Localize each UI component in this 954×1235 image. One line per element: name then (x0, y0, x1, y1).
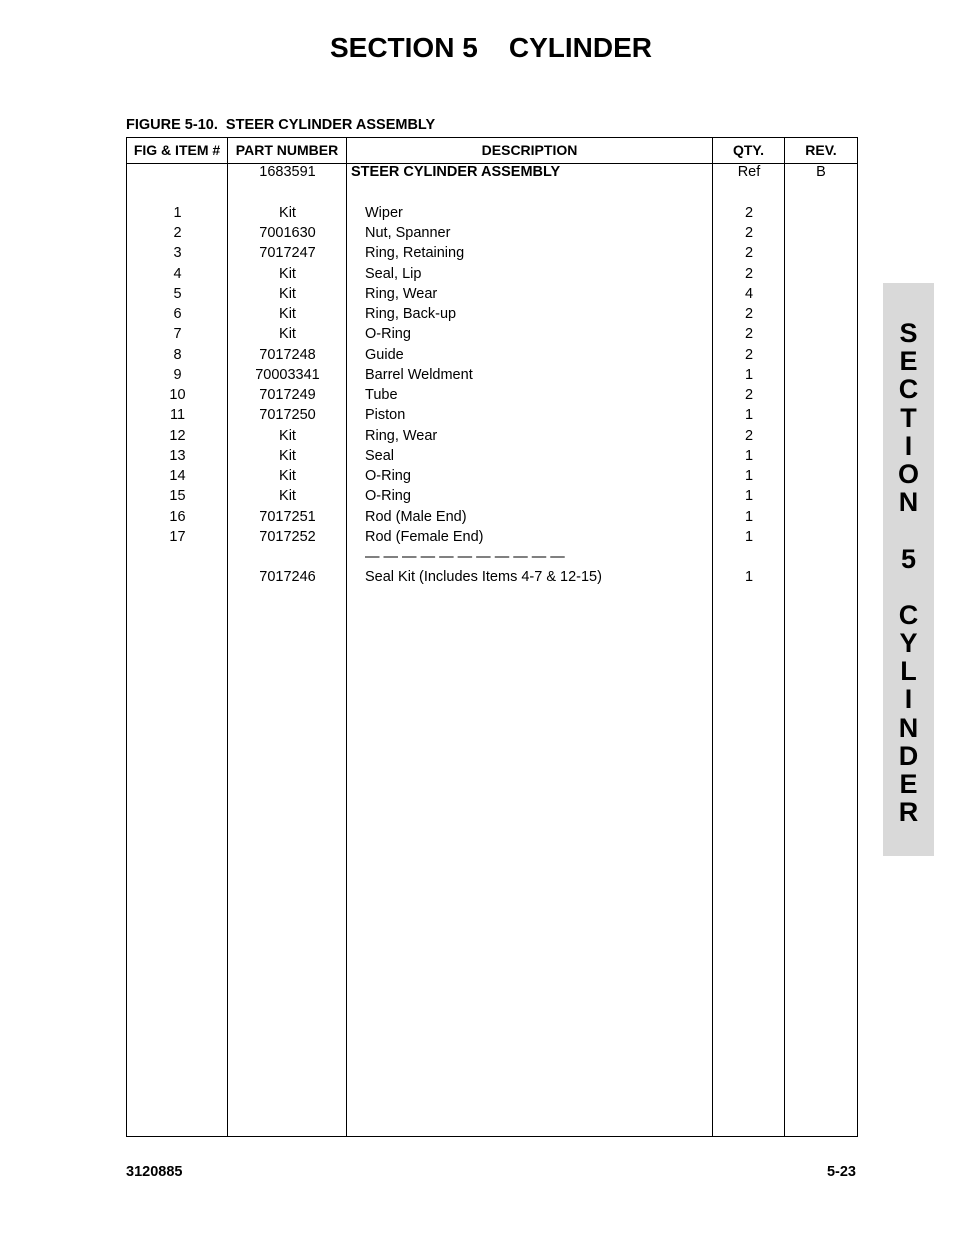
table-row (127, 405, 857, 425)
document-number: 3120885 (126, 1164, 183, 1180)
part-number-cell: 7017251 (259, 509, 316, 525)
qty-cell: 2 (744, 428, 754, 444)
table-row (127, 527, 857, 547)
fig-item-cell: 16 (169, 509, 186, 525)
side-tab-letter: Y (899, 628, 918, 659)
table-row (127, 264, 857, 284)
side-tab-letter: S (899, 318, 918, 348)
qty-cell: 2 (744, 347, 754, 363)
part-number-cell: 70003341 (255, 367, 320, 383)
side-tab-letter (883, 573, 934, 601)
fig-item-cell: 4 (173, 266, 182, 282)
qty-cell: 1 (744, 509, 754, 525)
side-tab-letter: R (898, 797, 919, 828)
description-cell: Rod (Female End) (365, 529, 484, 545)
table-row (127, 243, 857, 263)
header-part-number: PART NUMBER (235, 142, 339, 158)
fig-item-cell: 10 (169, 387, 186, 403)
side-tab-label (883, 319, 934, 826)
qty-cell: 1 (744, 529, 754, 545)
side-tab-letter: O (897, 458, 919, 489)
description-cell: Tube (365, 387, 398, 403)
fig-item-cell: 7 (173, 326, 182, 342)
qty-cell: 2 (744, 205, 754, 221)
fig-item-cell: 1 (173, 205, 182, 221)
description-cell: Nut, Spanner (365, 225, 451, 241)
fig-item-cell: 14 (169, 468, 186, 484)
table-row (127, 486, 857, 506)
qty-cell: 1 (744, 468, 754, 484)
part-number-cell: 7017250 (259, 407, 316, 423)
fig-item-cell: 17 (169, 529, 186, 545)
table-row (127, 284, 857, 304)
side-tab-letter: N (898, 712, 919, 743)
fig-item-cell: 3 (173, 245, 182, 261)
description-cell: Piston (365, 407, 406, 423)
description-cell: Ring, Back-up (365, 306, 457, 322)
fig-item-cell: 13 (169, 448, 186, 464)
table-row (127, 223, 857, 243)
part-number-cell: Kit (279, 286, 296, 302)
qty-cell: 2 (744, 266, 754, 282)
description-cell: STEER CYLINDER ASSEMBLY (351, 164, 561, 180)
fig-item-cell: 11 (169, 407, 186, 423)
fig-item-cell: 5 (173, 286, 182, 302)
table-row (127, 547, 857, 567)
table-row (127, 466, 857, 486)
side-tab-letter: N (898, 487, 919, 518)
fig-item-cell: 9 (173, 367, 182, 383)
header-description: DESCRIPTION (481, 142, 578, 158)
side-tab-letter: E (899, 769, 918, 799)
part-number-cell: 7017246 (259, 569, 316, 585)
description-cell: Seal (365, 448, 395, 464)
rev-cell: B (816, 164, 826, 180)
description-cell: Wiper (365, 205, 403, 221)
description-cell: Ring, Retaining (365, 245, 465, 261)
table-row (127, 162, 857, 182)
section-title: SECTION 5 CYLINDER (329, 32, 653, 63)
qty-cell: 1 (744, 367, 754, 383)
side-tab-letter: C (898, 599, 919, 630)
parts-table (126, 137, 858, 1137)
part-number-cell: 1683591 (259, 164, 316, 180)
side-tab-letter: C (898, 374, 919, 405)
table-row (127, 426, 857, 446)
part-number-cell: Kit (279, 306, 296, 322)
part-number-cell: 7001630 (259, 225, 316, 241)
fig-item-cell: 2 (173, 225, 182, 241)
description-cell: O-Ring (365, 468, 411, 484)
table-row (127, 324, 857, 344)
fig-item-cell: 8 (173, 347, 182, 363)
side-tab-letter: L (900, 656, 917, 687)
header-rev: REV. (805, 142, 837, 158)
table-row (127, 507, 857, 527)
qty-cell: 2 (744, 225, 754, 241)
part-number-cell: 7017247 (259, 245, 316, 261)
side-tab-letter: 5 (900, 543, 917, 574)
part-number-cell: Kit (279, 448, 296, 464)
page-number: 5-23 (826, 1164, 856, 1180)
part-number-cell: Kit (279, 326, 296, 342)
part-number-cell: Kit (279, 266, 296, 282)
qty-cell: 1 (744, 448, 754, 464)
description-cell: Rod (Male End) (365, 509, 467, 525)
description-cell: O-Ring (365, 326, 411, 342)
fig-item-cell: 15 (169, 488, 186, 504)
table-row (127, 446, 857, 466)
description-cell: Ring, Wear (365, 428, 438, 444)
description-cell: Seal Kit (Includes Items 4-7 & 12-15) (365, 569, 602, 585)
description-cell: — — — — — — — — — — — (365, 549, 565, 565)
table-row (127, 345, 857, 365)
description-cell: Ring, Wear (365, 286, 438, 302)
part-number-cell: Kit (279, 428, 296, 444)
part-number-cell: 7017252 (259, 529, 316, 545)
qty-cell: 2 (744, 306, 754, 322)
header-qty: QTY. (732, 142, 765, 158)
table-row (127, 567, 857, 587)
side-tab-letter (883, 516, 934, 544)
header-fig-item: FIG & ITEM # (133, 142, 221, 158)
section-side-tab (883, 283, 934, 856)
qty-cell: 1 (744, 407, 754, 423)
part-number-cell: Kit (279, 468, 296, 484)
figure-caption: FIGURE 5-10. STEER CYLINDER ASSEMBLY (126, 117, 436, 133)
qty-cell: 2 (744, 387, 754, 403)
description-cell: Guide (365, 347, 404, 363)
side-tab-letter: I (904, 684, 913, 715)
qty-cell: Ref (737, 164, 761, 180)
description-cell: Barrel Weldment (365, 367, 473, 383)
part-number-cell: 7017248 (259, 347, 316, 363)
part-number-cell: 7017249 (259, 387, 316, 403)
description-cell: Seal, Lip (365, 266, 422, 282)
part-number-cell: Kit (279, 205, 296, 221)
qty-cell: 1 (744, 488, 754, 504)
qty-cell: 2 (744, 245, 754, 261)
table-header (127, 138, 857, 164)
description-cell: O-Ring (365, 488, 411, 504)
fig-item-cell: 6 (173, 306, 182, 322)
side-tab-letter: E (899, 346, 918, 377)
side-tab-letter: T (900, 402, 917, 433)
side-tab-letter: D (898, 740, 919, 771)
table-row (127, 365, 857, 385)
fig-item-cell: 12 (169, 428, 186, 444)
part-number-cell: Kit (279, 488, 296, 504)
qty-cell: 4 (744, 286, 754, 302)
table-row (127, 385, 857, 405)
qty-cell: 2 (744, 326, 754, 342)
table-row (127, 203, 857, 223)
qty-cell: 1 (744, 569, 754, 585)
table-row (127, 304, 857, 324)
side-tab-letter: I (904, 430, 913, 461)
